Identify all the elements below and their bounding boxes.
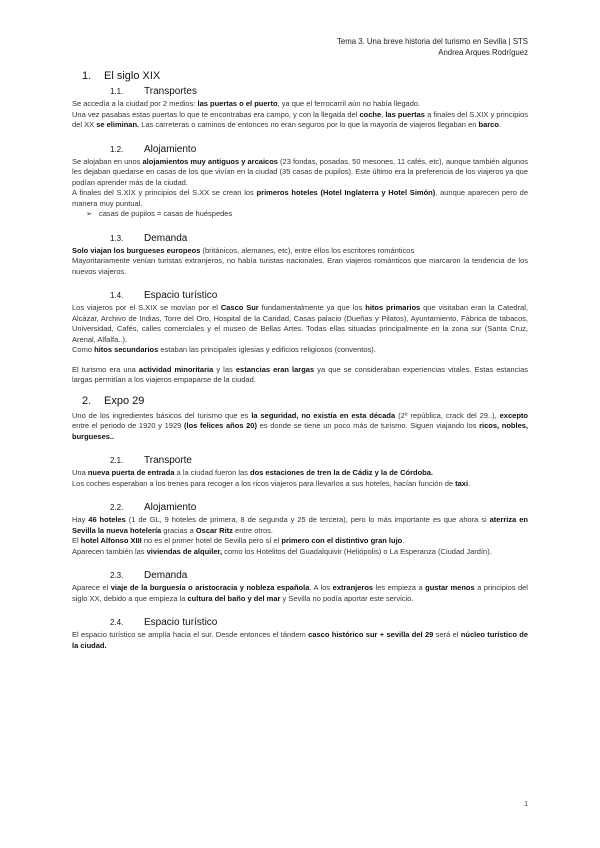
subsection-heading-alojamiento-expo: 2.2. Alojamiento	[110, 502, 197, 513]
header-author: Andrea Arques Rodríguez	[438, 48, 528, 57]
paragraph: A finales del S.XIX y principios del S.XX se crean los primeros hoteles (Hotel Inglaterra y Hotel Simón), aunque aparecen pero de manera muy puntual.	[72, 188, 528, 208]
paragraph: El espacio turístico se amplía hacia el sur. Desde entonces el tándem casco histórico sur + sevilla del 29 será el núcleo turístico de la ciudad.	[72, 630, 528, 650]
subsection-heading-alojamiento: 1.2. Alojamiento	[110, 143, 197, 155]
paragraph: Solo viajan los burgueses europeos (británicos, alemanes, etc), entre ellos los escritores románticos	[72, 245, 415, 255]
page-header	[337, 36, 528, 58]
section-heading-expo-29: 2. Expo 29	[82, 394, 145, 407]
paragraph: Una nueva puerta de entrada a la ciudad fueron las dos estaciones de tren la de Cádiz y la de Córdoba.	[72, 468, 433, 477]
paragraph: El hotel Alfonso XIII no es el primer hotel de Sevilla pero sí el primero con el distintivo gran lujo.	[72, 536, 405, 545]
subsection-heading-demanda-expo: 2.3. Demanda	[110, 570, 188, 581]
document-body	[72, 70, 528, 651]
header-title: Tema 3. Una breve historia del turismo en Sevilla | STS	[337, 37, 528, 46]
paragraph: Mayoritariamente venían turistas extranjeros, no había turistas nacionales. Eran viajeros románticos que marcaron la tendencia de los nuevos viajeros.	[72, 256, 528, 276]
paragraph: Los viajeros por el S.XIX se movían por el Casco Sur fundamentalmente ya que los hitos primarios que visitaban eran la Catedral, Alcázar, Archivo de Indias, Torre del Oro, Hospital de la Caridad, Casas palacio (Dueñas y Pilatos), Ayuntamiento, Fábrica de tabacos, Universidad, Cafés, calles comerciales y el museo de Bellas Artes. Todas ellas situadas principalmente en la zona sur (Santa Cruz, Arenal, Alfalfa..).	[72, 303, 528, 344]
paragraph: Uno de los ingredientes básicos del turismo que es la seguridad, no existía en esta década (2º república, crack del 29..), excepto entre el periodo de 1920 y 1929 (los felices años 20) es donde se tiene un poco más de turismo. Siguen viajando los ricos, nobles, burgueses..	[72, 410, 528, 441]
paragraph: El turismo era una actividad minoritaria y las estancias eran largas ya que se consideraban experiencias vitales. Estas estancias largas permitían a los viajeros empaparse de la ciudad.	[72, 364, 529, 384]
arrow-bullet-icon: ➢	[86, 209, 93, 218]
paragraph: Los coches esperaban a los trenes para recoger a los ricos viajeros para llevarlos a sus hoteles, hacían función de taxi.	[72, 478, 471, 488]
bullet-item: ➢ casas de pupilos = casas de huéspedes	[86, 209, 233, 218]
subsection-heading-espacio-turistico: 1.4. Espacio turístico	[110, 290, 218, 301]
subsection-heading-demanda: 1.3. Demanda	[110, 232, 188, 244]
paragraph: Aparecen también las viviendas de alquiler, como los Hotelitos del Guadalquivir (Heliópolis) o La Esperanza (Ciudad Jardín).	[72, 546, 492, 556]
section-heading-siglo-xix: 1. El siglo XIX	[82, 70, 161, 82]
paragraph: Como hitos secundarios estaban las principales iglesias y edificios religiosos (conventos).	[72, 345, 376, 354]
paragraph: Una vez pasabas estas puertas lo que te encontrabas era campo, y con la llegada del coche, las puertas a finales del S.XIX y principios del XX se eliminan. Las carreteras o caminos de entonces no eran seguros por lo que la mayoría de viajeros llegaban en barco.	[72, 109, 529, 129]
paragraph: Hay 46 hoteles (1 de GL, 9 hoteles de primera, 8 de segunda y 25 de tercera), pero lo más importante es que ahora si aterriza en Sevilla la nueva hotelería gracias a Oscar Ritz entre otros.	[72, 515, 528, 535]
page-number: 1	[524, 801, 528, 808]
paragraph: Se accedía a la ciudad por 2 medios: las puertas o el puerto, ya que el ferrocarril aún no había llegado.	[72, 99, 421, 108]
subsection-heading-transportes: 1.1. Transportes	[110, 86, 197, 97]
subsection-heading-espacio-turistico-expo: 2.4. Espacio turístico	[110, 617, 218, 628]
subsection-heading-transporte: 2.1. Transporte	[110, 455, 192, 466]
paragraph: Aparece el viaje de la burguesía o aristocracia y nobleza española. A los extranjeros les empieza a gustar menos a principios del siglo XX, debido a que empieza la cultura del baño y del mar y Sevilla no podía aportar este servicio.	[72, 583, 528, 603]
paragraph: Se alojaban en unos alojamientos muy antiguos y arcaicos (23 fondas, posadas, 50 mesones, 11 cafés, etc), aunque también algunos les dejaban quedarse en casas de los que vivían en la ciudad (35 casas de pupilos). Este último era la preferencia de los viajeros ya que podían aprender más de la ciudad.	[72, 156, 528, 187]
